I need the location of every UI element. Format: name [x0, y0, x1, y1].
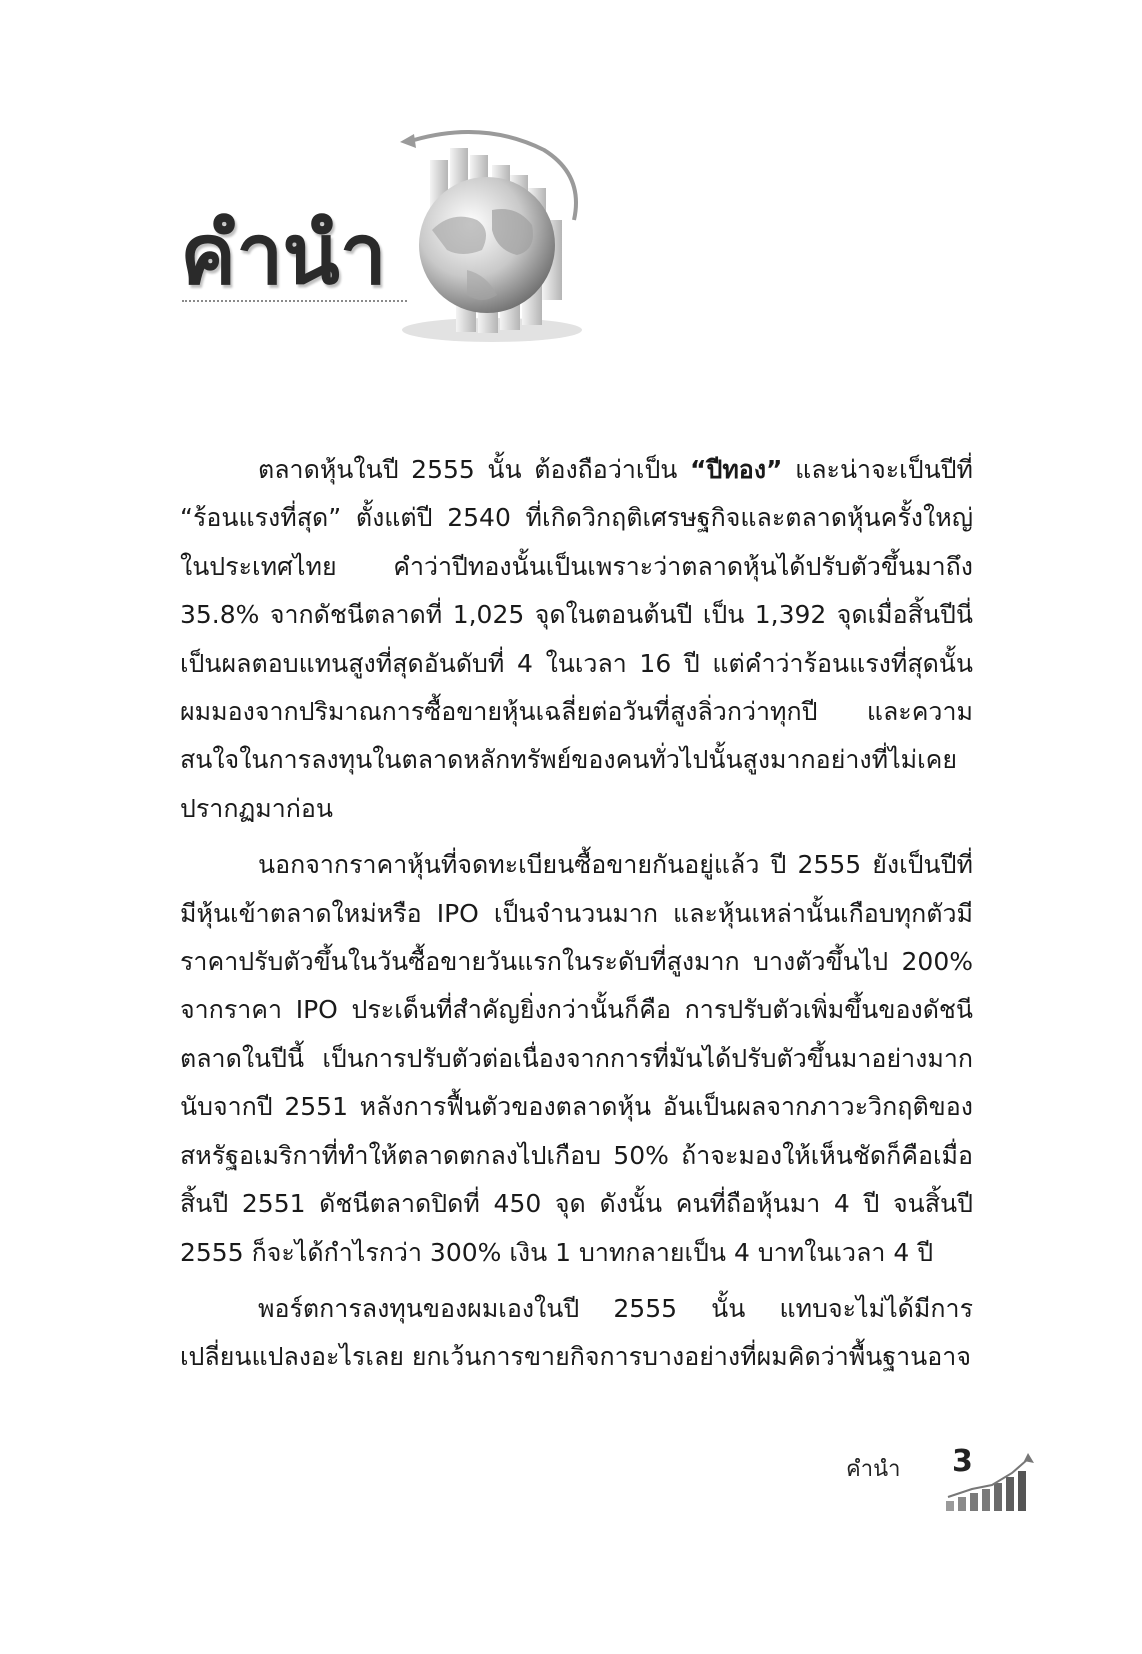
running-footer-label: คำนำ [846, 1457, 901, 1482]
paragraph-3: พอร์ตการลงทุนของผมเองในปี 2555 นั้น แทบจะไม่ได้มีการเปลี่ยนแปลงอะไรเลย ยกเว้นการขายกิจการบางอย่างที่ผมคิดว่าพื้นฐานอาจ [180, 1293, 973, 1372]
paragraph-2: นอกจากราคาหุ้นที่จดทะเบียนซื้อขายกันอยู่แล้ว ปี 2555 ยังเป็นปีที่มีหุ้นเข้าตลาดใหม่หรือ IPO เป็นจำนวนมาก และหุ้นเหล่านั้นเกือบทุกตัวมีราคาปรับตัวขึ้นในวันซื้อขายวันแรกในระดับที่สูงมาก บางตัวขึ้นไป 200% จากราคา IPO ประเด็นที่สำคัญยิ่งกว่านั้นก็คือ การปรับตัวเพิ่มขึ้นของดัชนีตลาดในปีนี้ เป็นการปรับตัวต่อเนื่องจากการที่มันได้ปรับตัวขึ้นมาอย่างมากนับจากปี 2551 หลังการฟื้นตัวของตลาดหุ้น อันเป็นผลจากภาวะวิกฤติของสหรัฐอเมริกาที่ทำให้ตลาดตกลงไปเกือบ 50% ถ้าจะมองให้เห็นชัดก็คือเมื่อสิ้นปี 2551 ดัชนีตลาดปิดที่ 450 จุด ดังนั้น คนที่ถือหุ้นมา 4 ปี จนสิ้นปี 2555 ก็จะได้กำไรกว่า 300% เงิน 1 บาทกลายเป็น 4 บาทในเวลา 4 ปี [180, 850, 973, 1267]
paragraph-1-text-rest: และน่าจะเป็นปีที่ “ร้อนแรงที่สุด” ตั้งแต่ปี 2540 ที่เกิดวิกฤติเศรษฐกิจและตลาดหุ้นครั้งใหญ่ในประเทศไทย คำว่าปีทองนั้นเป็นเพราะว่าตลาดหุ้นได้ปรับตัวขึ้นมาถึง 35.8% จากดัชนีตลาดที่ 1,025 จุดในตอนต้นปี เป็น 1,392 จุดเมื่อสิ้นปีนี่เป็นผลตอบแทนสูงที่สุดอันดับที่ 4 ในเวลา 16 ปี แต่คำว่าร้อนแรงที่สุดนั้น ผมมองจากปริมาณการซื้อขายหุ้นเฉลี่ยต่อวันที่สูงลิ่วกว่าทุกปี และความสนใจในการลงทุนในตลาดหลักทรัพย์ของคนทั่วไปนั้นสูงมากอย่างที่ไม่เคยปรากฏมาก่อน [180, 455, 974, 823]
title-dotted-rule [182, 300, 407, 302]
paragraph-1 [180, 446, 973, 833]
preface-body [180, 446, 973, 1390]
chapter-header [180, 130, 580, 370]
page-number: 3 [952, 1444, 973, 1479]
rising-bar-chart-icon [942, 1443, 1038, 1515]
paragraph-1-text-start: ตลาดหุ้นในปี 2555 นั้น ต้องถือว่าเป็น [258, 455, 691, 484]
globe-with-bar-chart-icon [392, 130, 592, 350]
highlight-golden-year: “ปีทอง” [690, 455, 783, 484]
chapter-title: คำนำ [180, 205, 386, 303]
